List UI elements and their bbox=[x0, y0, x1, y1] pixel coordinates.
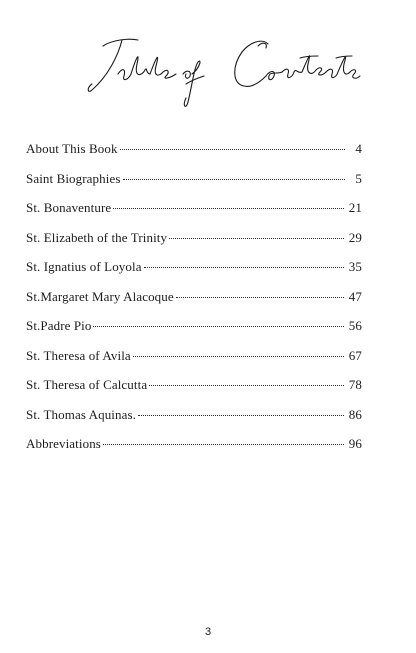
script-title-graphic bbox=[0, 28, 416, 108]
toc-entry-label: Abbreviations bbox=[26, 436, 101, 451]
toc-dot-leader bbox=[120, 149, 345, 150]
toc-entry-page: 35 bbox=[348, 259, 362, 274]
page-title bbox=[0, 28, 416, 108]
toc-entry-st-elizabeth[interactable] bbox=[26, 230, 362, 260]
toc-dot-leader bbox=[169, 238, 344, 239]
toc-entry-label: About This Book bbox=[26, 141, 118, 156]
toc-entry-label: St. Ignatius of Loyola bbox=[26, 259, 142, 274]
toc-dot-leader bbox=[138, 415, 344, 416]
toc-entry-label: St. Theresa of Calcutta bbox=[26, 377, 148, 392]
toc-entry-label: Saint Biographies bbox=[26, 170, 121, 186]
toc-entry-st-thomas-aquinas[interactable] bbox=[26, 407, 362, 437]
toc-entry-abbreviations[interactable] bbox=[26, 436, 362, 466]
toc-entry-page: 21 bbox=[348, 200, 362, 215]
toc-entry-page: 5 bbox=[355, 170, 362, 186]
toc-entry-label: St.Margaret Mary Alacoque bbox=[26, 288, 174, 304]
toc-dot-leader bbox=[176, 297, 344, 298]
toc-entry-page: 67 bbox=[348, 347, 362, 363]
page-number: 3 bbox=[204, 626, 212, 638]
toc-entry-page: 86 bbox=[348, 406, 362, 422]
toc-entry-page: 4 bbox=[355, 141, 362, 156]
toc-dot-leader bbox=[93, 326, 343, 327]
toc-entry-label: St.Padre Pio bbox=[26, 318, 92, 333]
toc-entry-st-bonaventure[interactable] bbox=[26, 200, 362, 230]
toc-dot-leader bbox=[144, 267, 344, 268]
toc-entry-page: 47 bbox=[348, 288, 362, 304]
toc-entry-label: St. Bonaventure bbox=[26, 200, 112, 215]
toc-entry-saint-biographies[interactable] bbox=[26, 171, 362, 201]
toc-entry-page: 29 bbox=[348, 229, 362, 245]
toc-entry-about-this-book[interactable] bbox=[26, 141, 362, 171]
table-of-contents bbox=[26, 141, 362, 466]
toc-entry-st-ignatius[interactable] bbox=[26, 259, 362, 289]
toc-entry-st-padre-pio[interactable] bbox=[26, 318, 362, 348]
toc-entry-page: 56 bbox=[348, 318, 362, 333]
toc-entry-label: St. Thomas Aquinas. bbox=[26, 406, 137, 422]
toc-dot-leader bbox=[103, 444, 344, 445]
toc-entry-page: 96 bbox=[348, 436, 362, 451]
toc-entry-st-theresa-avila[interactable] bbox=[26, 348, 362, 378]
toc-entry-label: St. Theresa of Avila bbox=[26, 347, 131, 363]
toc-entry-label: St. Elizabeth of the Trinity bbox=[26, 229, 168, 245]
toc-entry-st-theresa-calcutta[interactable] bbox=[26, 377, 362, 407]
toc-dot-leader bbox=[149, 385, 344, 386]
toc-dot-leader bbox=[123, 179, 346, 180]
toc-entry-st-margaret-mary[interactable] bbox=[26, 289, 362, 319]
toc-dot-leader bbox=[133, 356, 344, 357]
toc-entry-page: 78 bbox=[348, 377, 362, 392]
toc-dot-leader bbox=[113, 208, 344, 209]
